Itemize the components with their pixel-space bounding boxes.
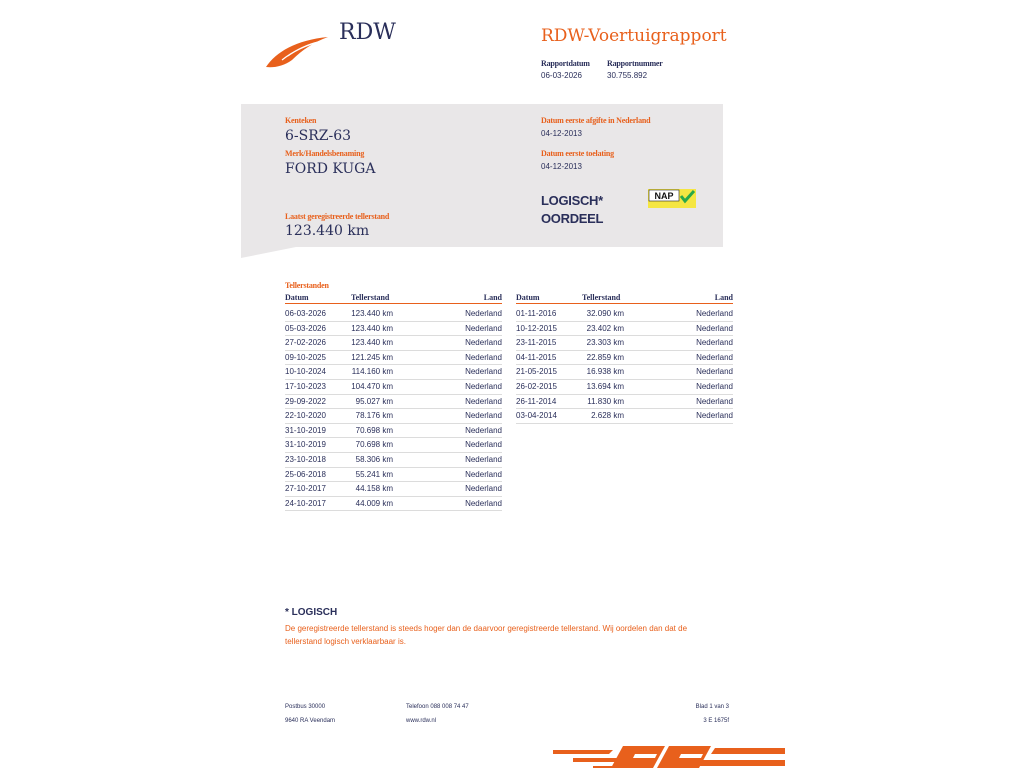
cell-datum: 09-10-2025: [285, 352, 326, 362]
cell-tellerstand: 22.859 km: [586, 352, 624, 362]
cell-tellerstand: 123.440 km: [351, 309, 393, 318]
cell-datum: 06-03-2026: [285, 309, 326, 318]
cell-tellerstand: 32.090 km: [586, 309, 624, 318]
cell-datum: 29-09-2022: [285, 396, 326, 406]
logo-text: RDW: [339, 20, 396, 45]
table-row: [285, 306, 502, 322]
col-datum: Datum: [285, 293, 309, 302]
cell-land: Nederland: [696, 396, 733, 406]
cell-tellerstand: 95.027 km: [355, 396, 393, 406]
kenteken-label: Kenteken: [285, 116, 317, 125]
footer-address-1: Postbus 30000: [285, 704, 326, 710]
footer-website: www.rdw.nl: [406, 718, 437, 724]
tellerstanden-title: Tellerstanden: [285, 281, 329, 290]
note-text: De geregistreerde tellerstand is steeds hoger dan de daarvoor geregistreerde tellerstand. Wij oordelen dan dat de tellerstand logisch verklaarbaar is.: [285, 624, 688, 646]
cell-tellerstand: 23.402 km: [586, 323, 624, 333]
table-row: [285, 496, 502, 512]
kenteken-value: 6-SRZ-63: [285, 128, 352, 144]
eerste-toelating-value: 04-12-2013: [541, 162, 582, 171]
cell-datum: 04-11-2015: [516, 352, 557, 362]
table-row: [516, 364, 733, 380]
col-land: Land: [714, 293, 733, 302]
cell-tellerstand: 11.830 km: [587, 396, 624, 406]
footer-address-2: 9640 RA Veendam: [285, 718, 336, 724]
cell-tellerstand: 58.306 km: [355, 455, 393, 464]
rapportdatum-value: 06-03-2026: [541, 71, 582, 80]
table-row: [516, 379, 733, 395]
col-tellerstand: Tellerstand: [351, 293, 390, 302]
table-row: [285, 452, 502, 468]
cell-land: Nederland: [465, 382, 502, 391]
cell-datum: 22-10-2020: [285, 411, 326, 421]
cell-land: Nederland: [696, 411, 733, 421]
cell-datum: 03-04-2014: [516, 411, 557, 421]
cell-land: Nederland: [465, 338, 502, 348]
right-header-line: [516, 303, 733, 304]
cell-land: Nederland: [465, 396, 502, 406]
cell-tellerstand: 114.160 km: [351, 367, 393, 377]
cell-tellerstand: 123.440 km: [351, 338, 393, 348]
table-row: [516, 408, 733, 424]
eerste-afgifte-value: 04-12-2013: [541, 129, 582, 138]
right-table-header: [516, 293, 733, 303]
footer-phone: Telefoon 088 008 74 47: [406, 704, 469, 710]
cell-datum: 10-12-2015: [516, 323, 557, 333]
cell-tellerstand: 121.245 km: [351, 352, 393, 362]
cell-datum: 31-10-2019: [285, 425, 326, 435]
cell-tellerstand: 2.628 km: [591, 411, 624, 421]
footer-code: 3 E 1675f: [703, 718, 729, 724]
oordeel-text: [541, 192, 603, 228]
left-header-line: [285, 303, 502, 304]
table-row: [516, 306, 733, 322]
table-row: [285, 408, 502, 424]
cell-datum: 27-02-2026: [285, 338, 326, 348]
col-land: Land: [483, 293, 502, 302]
table-row: [285, 481, 502, 497]
cell-datum: 01-11-2016: [516, 309, 557, 318]
table-row: [516, 321, 733, 337]
tellerstand-value: 123.440 km: [285, 223, 370, 239]
table-row: [285, 350, 502, 366]
cell-land: Nederland: [465, 484, 502, 494]
cell-datum: 25-06-2018: [285, 469, 326, 479]
col-tellerstand: Tellerstand: [582, 293, 621, 302]
cell-land: Nederland: [465, 411, 502, 421]
nap-check-icon: [648, 189, 696, 208]
col-datum: Datum: [516, 293, 540, 302]
cell-tellerstand: 70.698 km: [355, 440, 393, 450]
cell-land: Nederland: [465, 367, 502, 377]
cell-datum: 21-05-2015: [516, 367, 557, 377]
cell-datum: 23-10-2018: [285, 455, 326, 464]
table-row: [285, 423, 502, 439]
cell-datum: 10-10-2024: [285, 367, 326, 377]
panel-notch: [241, 246, 301, 258]
cell-tellerstand: 13.694 km: [586, 382, 624, 391]
cell-datum: 31-10-2019: [285, 440, 326, 450]
cell-datum: 05-03-2026: [285, 323, 326, 333]
cell-land: Nederland: [696, 309, 733, 318]
cell-land: Nederland: [696, 382, 733, 391]
table-row: [285, 467, 502, 483]
cell-tellerstand: 44.009 km: [355, 498, 393, 508]
cell-tellerstand: 104.470 km: [351, 382, 393, 391]
merk-label: Merk/Handelsbenaming: [285, 149, 365, 158]
eerste-afgifte-label: Datum eerste afgifte in Nederland: [541, 116, 651, 125]
oordeel-line-2: OORDEEL: [541, 211, 604, 226]
cell-datum: 23-11-2015: [516, 338, 557, 348]
table-row: [285, 394, 502, 410]
table-row: [285, 335, 502, 351]
table-row: [285, 321, 502, 337]
cell-land: Nederland: [465, 469, 502, 479]
table-row: [516, 335, 733, 351]
oordeel-line-1: LOGISCH*: [541, 193, 603, 208]
footer-stripes-decoration: [553, 746, 785, 768]
rapportnummer-value: 30.755.892: [607, 71, 648, 80]
cell-land: Nederland: [696, 352, 733, 362]
footer-page: Blad 1 van 3: [695, 704, 729, 710]
cell-tellerstand: 78.176 km: [355, 411, 393, 421]
cell-land: Nederland: [465, 309, 502, 318]
table-row: [516, 350, 733, 366]
rdw-logo-icon: [262, 30, 334, 70]
left-table-header: [285, 293, 502, 303]
table-row: [285, 379, 502, 395]
cell-datum: 17-10-2023: [285, 382, 326, 391]
cell-land: Nederland: [696, 323, 733, 333]
cell-tellerstand: 23.303 km: [586, 338, 624, 348]
merk-value: FORD KUGA: [285, 161, 376, 177]
document-title: RDW-Voertuigrapport: [541, 26, 727, 46]
cell-tellerstand: 55.241 km: [355, 469, 393, 479]
tellerstand-label: Laatst geregistreerde tellerstand: [285, 212, 390, 221]
cell-land: Nederland: [465, 455, 502, 464]
cell-land: Nederland: [465, 323, 502, 333]
table-row: [285, 364, 502, 380]
cell-land: Nederland: [696, 367, 733, 377]
cell-land: Nederland: [696, 338, 733, 348]
cell-datum: 26-02-2015: [516, 382, 557, 391]
rapportdatum-label: Rapportdatum: [541, 59, 590, 68]
cell-tellerstand: 16.938 km: [586, 367, 624, 377]
cell-land: Nederland: [465, 352, 502, 362]
cell-land: Nederland: [465, 498, 502, 508]
cell-land: Nederland: [465, 425, 502, 435]
cell-land: Nederland: [465, 440, 502, 450]
note-title: * LOGISCH: [285, 607, 338, 618]
rapportnummer-label: Rapportnummer: [607, 59, 663, 68]
cell-tellerstand: 44.158 km: [355, 484, 393, 494]
cell-tellerstand: 70.698 km: [355, 425, 393, 435]
cell-datum: 24-10-2017: [285, 498, 326, 508]
table-row: [516, 394, 733, 410]
nap-text: NAP: [654, 191, 674, 201]
eerste-toelating-label: Datum eerste toelating: [541, 149, 614, 158]
table-row: [285, 437, 502, 453]
cell-tellerstand: 123.440 km: [351, 323, 393, 333]
cell-datum: 26-11-2014: [516, 396, 557, 406]
cell-datum: 27-10-2017: [285, 484, 326, 494]
